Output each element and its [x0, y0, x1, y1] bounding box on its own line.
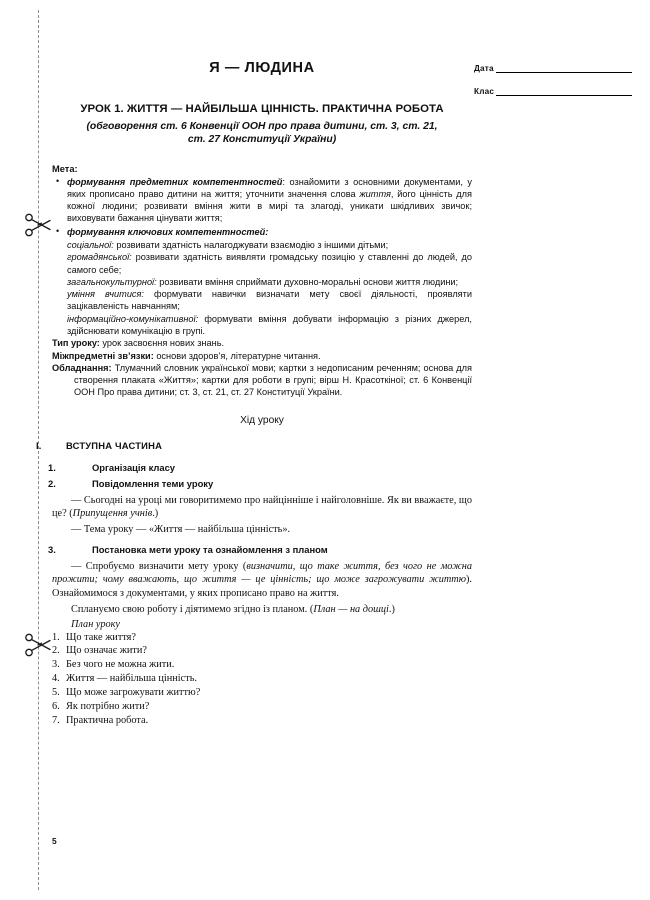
- competences-list: [52, 239, 472, 337]
- goals-block: [52, 164, 472, 399]
- step-2-p2-pre: — Тема уроку — «Життя — найбільша цінність».: [71, 524, 291, 536]
- plan-item: [52, 672, 472, 686]
- goal-bullet-key-lead: формування ключових компетентностей:: [67, 226, 269, 237]
- lesson-type-label: Тип уроку:: [52, 338, 100, 349]
- plan-item-text: Як потрібно жити?: [66, 701, 150, 713]
- step-title-2: Повідомлення теми уроку: [92, 477, 214, 489]
- step-3-p1-italic: визначити, що таке життя, без чого не можна прожити; чому вважають, що життя — це цінність; що може загрожувати життю: [52, 560, 472, 586]
- plan-intro-paragraph: [52, 603, 472, 617]
- plan-item-text: Що таке життя?: [66, 631, 136, 643]
- lesson-flow-heading: Хід уроку: [240, 414, 284, 426]
- competence-cultural-text: розвивати вміння сприймати духовно-моральні основи життя людини;: [156, 276, 459, 287]
- date-input-line[interactable]: [496, 65, 632, 73]
- goals-bullet-list: [52, 176, 472, 238]
- plan-item: [52, 714, 472, 728]
- plan-item-text: Без чого не можна жити.: [66, 659, 175, 671]
- plan-item-number: 1.: [52, 631, 60, 643]
- part-title: ВСТУПНА ЧАСТИНА: [66, 439, 163, 451]
- competence-social-name: соціальної:: [67, 240, 114, 251]
- cross-subject-label: Міжпредметні зв’язки:: [52, 350, 154, 361]
- goals-heading: Мета:: [52, 163, 78, 174]
- goal-bullet-subject-italic: життя: [359, 188, 391, 199]
- competence-civic-name: громадянської:: [67, 252, 132, 263]
- step-2-p1-pre: — Сьогодні на уроці ми говоритимемо про найцінніше і найголовніше. Як ви вважаєте, що це? (: [52, 494, 472, 520]
- goal-bullet-key: [52, 226, 472, 238]
- document-body: [36, 60, 473, 728]
- step-number-1: 1.: [48, 461, 56, 473]
- plan-item-text: Практична робота.: [66, 715, 149, 727]
- competence-infocomm-name: інформаційно-комунікативної:: [67, 313, 199, 324]
- step-title-3: Постановка мети уроку та ознайомлення з планом: [92, 543, 328, 555]
- plan-item-text: Що означає жити?: [66, 645, 147, 657]
- competence-cultural-name: загальнокультурної:: [67, 276, 157, 287]
- class-label: Клас: [474, 87, 495, 96]
- goal-bullet-subject-text2: , його цінність для кожної людини; розвивати вміння жити в мирі та злагоді, уникати шкідливих звичок; виховувати бажання цінувати життя;: [67, 188, 472, 224]
- plan-item: [52, 686, 472, 700]
- equipment-line: [52, 362, 472, 399]
- step-3-p1-pre: — Спробуємо визначити мету уроку (: [71, 560, 247, 572]
- lesson-type-value: урок засвоєння нових знань.: [99, 338, 225, 349]
- plan-item-number: 4.: [52, 673, 60, 685]
- goal-bullet-subject-text: : ознайомити з основними документами, у яких прописано право дитини на життя; уточнити значення слова: [67, 176, 473, 199]
- competence-civic-text: розвивати здатність виявляти громадську позицію у ставленні до людей, до самого себе;: [67, 252, 472, 275]
- step-2-p1-post: .): [152, 508, 159, 520]
- lesson-subtitle-line1: (обговорення ст. 6 Конвенції ООН про права дитини, ст. 3, ст. 21,: [86, 120, 438, 132]
- plan-item: [52, 631, 472, 645]
- plan-item: [52, 644, 472, 658]
- plan-intro-post: .): [388, 603, 395, 615]
- competence-infocomm-text: формувати вміння добувати інформацію з різних джерел, здійснювати комунікацію в групі.: [67, 313, 472, 336]
- competence-learning-name: уміння вчитися:: [67, 289, 144, 300]
- competence-cultural: [67, 276, 472, 288]
- part-number: I.: [36, 439, 42, 451]
- plan-list: [52, 631, 472, 729]
- plan-item-text: Життя — найбільша цінність.: [66, 673, 197, 685]
- equipment-label: Обладнання:: [52, 362, 112, 373]
- goal-bullet-subject: [52, 176, 472, 225]
- page-number: 5: [52, 836, 57, 846]
- competence-civic: [67, 251, 472, 276]
- step-2-p1-italic: Припущення учнів: [72, 508, 153, 520]
- plan-item-text: Що може загрожувати життю?: [66, 687, 201, 699]
- plan-item-number: 7.: [52, 715, 60, 727]
- step-3-paragraph-1: [52, 560, 472, 601]
- step-heading-3: [48, 543, 472, 555]
- step-title-1: Організація класу: [92, 461, 176, 473]
- competence-learning: [67, 288, 472, 313]
- page-title: Я — ЛЮДИНА: [209, 60, 315, 76]
- plan-item-number: 3.: [52, 659, 60, 671]
- plan-item-number: 2.: [52, 645, 60, 657]
- plan-intro-italic: План — на дошці: [313, 603, 389, 615]
- competence-social: [67, 239, 472, 251]
- step-2-paragraph-2: [52, 523, 472, 537]
- competence-social-text: розвивати здатність налагоджувати взаємодію з іншими дітьми;: [113, 240, 389, 251]
- step-2-paragraph-1: [52, 494, 472, 521]
- lesson-subtitle-line2: ст. 27 Конституції України): [187, 134, 337, 146]
- lesson-type-line: [52, 337, 472, 349]
- plan-title: План уроку: [71, 618, 121, 630]
- step-3-body: [52, 560, 472, 728]
- competence-infocomm: [67, 313, 472, 338]
- step-2-body: [52, 494, 472, 537]
- cross-subject-line: [52, 350, 472, 362]
- scissors-icon: [21, 628, 55, 662]
- lesson-title: УРОК 1. ЖИТТЯ — НАЙБІЛЬША ЦІННІСТЬ. ПРАКТИЧНА РОБОТА: [80, 103, 444, 115]
- competence-learning-text: формувати навички визначати мету своєї діяльності, проявляти зацікавленість навчанням;: [67, 289, 472, 312]
- part-heading: [36, 439, 472, 451]
- scissors-icon: [21, 208, 55, 242]
- plan-item: [52, 658, 472, 672]
- date-field-row[interactable]: [474, 64, 632, 73]
- plan-intro-pre: Сплануємо свою роботу і діятимемо згідно із планом. (: [71, 603, 314, 615]
- class-field-row[interactable]: [474, 87, 632, 96]
- plan-item-number: 5.: [52, 687, 60, 699]
- step-heading-1: [48, 461, 472, 473]
- step-heading-2: [48, 477, 472, 489]
- goal-bullet-subject-lead: формування предметних компетентностей: [67, 176, 283, 187]
- step-number-2: 2.: [48, 477, 56, 489]
- lesson-subtitle: [52, 120, 472, 147]
- equipment-value: Тлумачний словник української мови; картки з недописаним реченням; основа для створення плаката «Життя»; картки для роботи в групі; вірш Н. Красоткіної; ст. 6 Конвенції ООН Про права дитини; ст. 3, ст. 21, ст. 27 Конституції України.: [74, 362, 472, 398]
- class-input-line[interactable]: [496, 88, 632, 96]
- meta-fields: [474, 64, 632, 110]
- step-number-3: 3.: [48, 543, 56, 555]
- plan-item-number: 6.: [52, 701, 60, 713]
- cross-subject-value: основи здоров’я, літературне читання.: [153, 350, 321, 361]
- plan-item: [52, 700, 472, 714]
- date-label: Дата: [474, 64, 494, 73]
- step-3-p1-post: ). Ознайомимося з документами, у яких прописано право на життя.: [52, 574, 472, 600]
